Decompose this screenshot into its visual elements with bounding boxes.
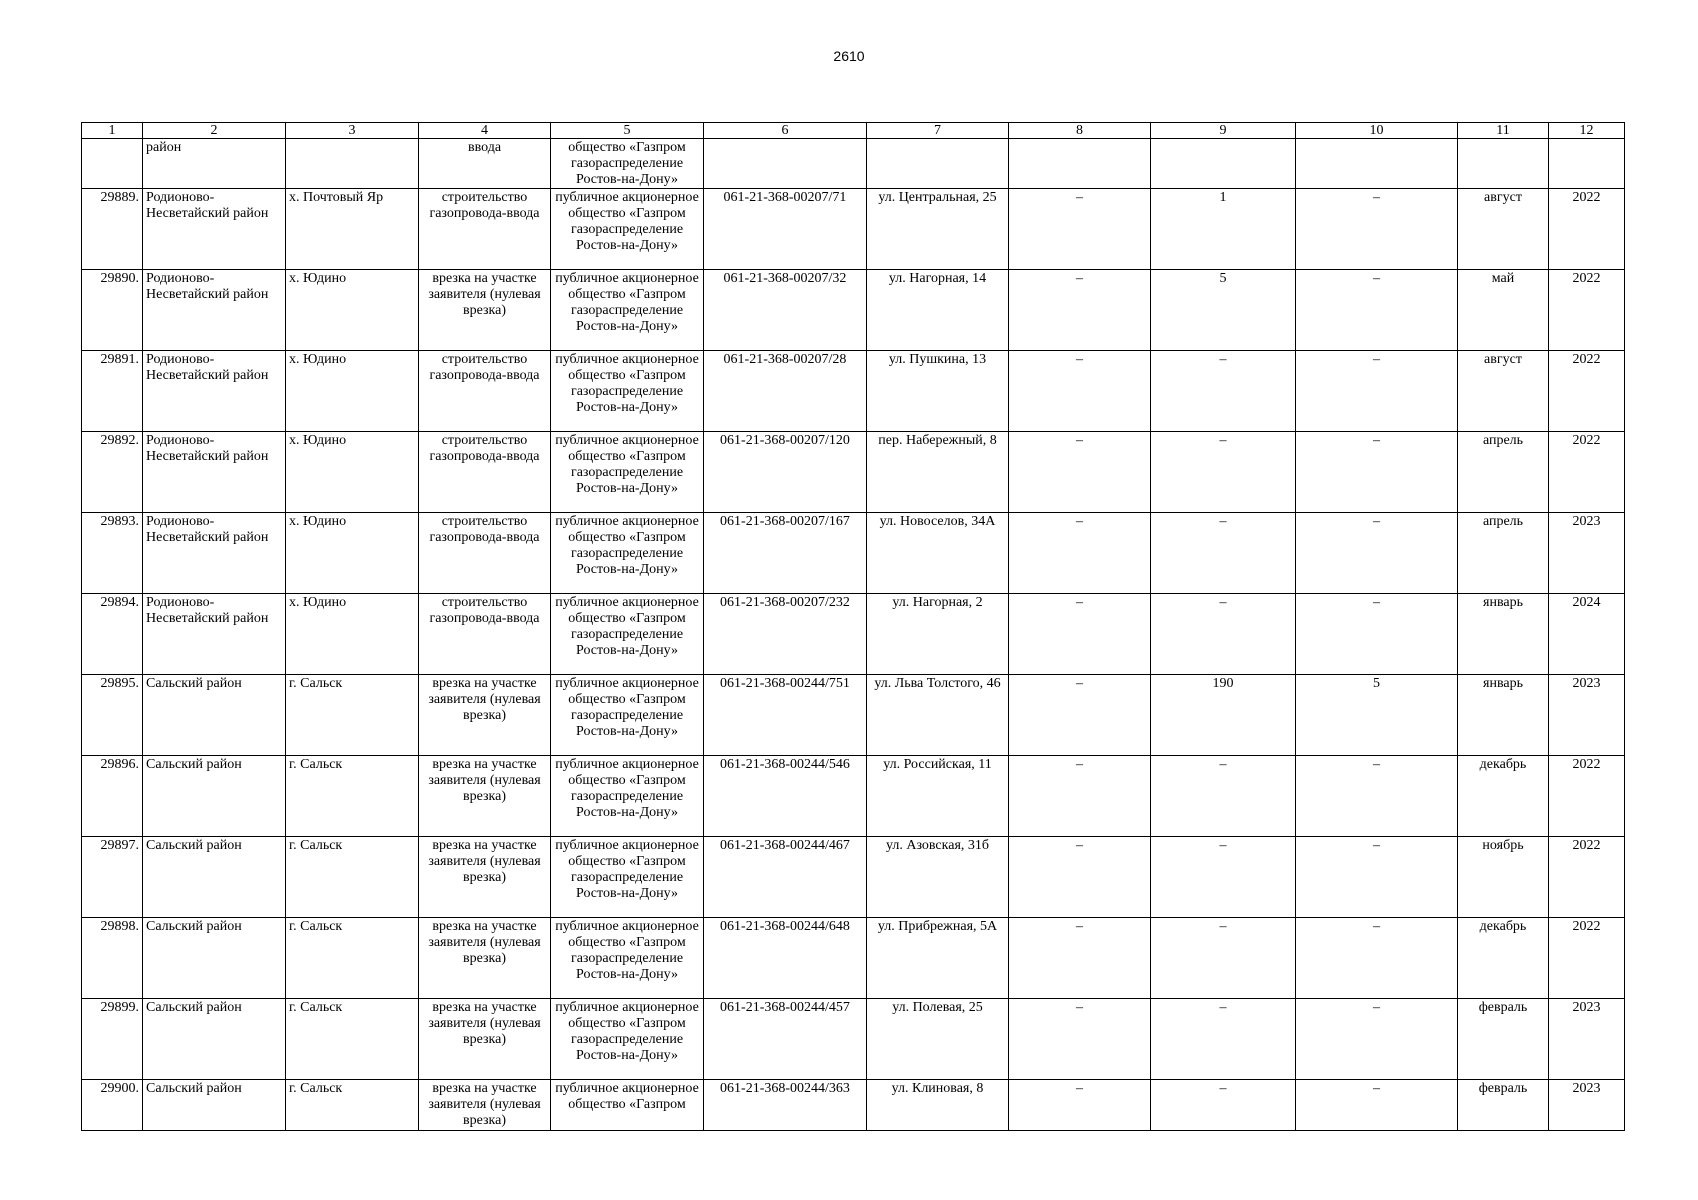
cell-address: ул. Российская, 11: [867, 756, 1009, 837]
cell-number: 29895.: [82, 675, 143, 756]
cell-code: 061-21-368-00244/457: [704, 999, 867, 1080]
cell-organization: публичное акционерное общество «Газпром газораспределение Ростов-на-Дону»: [551, 270, 704, 351]
cell-month: август: [1458, 351, 1549, 432]
cell-col10: –: [1296, 189, 1458, 270]
cell-year: 2023: [1549, 675, 1625, 756]
cell-organization: публичное акционерное общество «Газпром газораспределение Ростов-на-Дону»: [551, 756, 704, 837]
cell-col9: –: [1151, 513, 1296, 594]
cell-organization: публичное акционерное общество «Газпром газораспределение Ростов-на-Дону»: [551, 594, 704, 675]
cell-col8: –: [1009, 918, 1151, 999]
cell-number: 29900.: [82, 1080, 143, 1131]
cell-locality: г. Сальск: [286, 675, 419, 756]
cell-month: январь: [1458, 675, 1549, 756]
cell-number: 29898.: [82, 918, 143, 999]
table-row: [82, 513, 1625, 594]
cell-organization: публичное акционерное общество «Газпром: [551, 1080, 704, 1131]
cell-address: пер. Набережный, 8: [867, 432, 1009, 513]
cell-organization: публичное акционерное общество «Газпром газораспределение Ростов-на-Дону»: [551, 675, 704, 756]
cell-district: Родионово-Несветайский район: [143, 270, 286, 351]
column-number: 6: [704, 123, 867, 139]
table-row: [82, 270, 1625, 351]
cell-code: 061-21-368-00207/120: [704, 432, 867, 513]
cell-col10: –: [1296, 513, 1458, 594]
cell-organization: публичное акционерное общество «Газпром газораспределение Ростов-на-Дону»: [551, 999, 704, 1080]
cell-locality: г. Сальск: [286, 999, 419, 1080]
cell-col9: 1: [1151, 189, 1296, 270]
cell-year: 2022: [1549, 837, 1625, 918]
cell-year: 2022: [1549, 756, 1625, 837]
cell-number: 29892.: [82, 432, 143, 513]
cell-code: 061-21-368-00207/32: [704, 270, 867, 351]
cell-col8: –: [1009, 594, 1151, 675]
cell-month: февраль: [1458, 999, 1549, 1080]
cell-address: ул. Пушкина, 13: [867, 351, 1009, 432]
cell-month: февраль: [1458, 1080, 1549, 1131]
cell-address: ул. Нагорная, 2: [867, 594, 1009, 675]
column-number: 12: [1549, 123, 1625, 139]
column-number: 4: [419, 123, 551, 139]
cell-work-type: строительство газопровода-ввода: [419, 432, 551, 513]
cell-locality: г. Сальск: [286, 1080, 419, 1131]
cell-address: ул. Азовская, 31б: [867, 837, 1009, 918]
cell-locality: г. Сальск: [286, 837, 419, 918]
table-row: [82, 837, 1625, 918]
table-row: [82, 999, 1625, 1080]
cell-year: [1549, 139, 1625, 189]
cell-month: апрель: [1458, 432, 1549, 513]
cell-locality: х. Юдино: [286, 270, 419, 351]
cell-organization: публичное акционерное общество «Газпром газораспределение Ростов-на-Дону»: [551, 351, 704, 432]
cell-work-type: строительство газопровода-ввода: [419, 189, 551, 270]
cell-col10: –: [1296, 1080, 1458, 1131]
cell-code: 061-21-368-00244/546: [704, 756, 867, 837]
cell-district: Родионово-Несветайский район: [143, 432, 286, 513]
cell-month: декабрь: [1458, 918, 1549, 999]
column-number: 3: [286, 123, 419, 139]
cell-district: район: [143, 139, 286, 189]
cell-col9: –: [1151, 918, 1296, 999]
cell-work-type: строительство газопровода-ввода: [419, 594, 551, 675]
cell-code: 061-21-368-00207/232: [704, 594, 867, 675]
cell-number: 29896.: [82, 756, 143, 837]
cell-number: 29897.: [82, 837, 143, 918]
cell-work-type: строительство газопровода-ввода: [419, 513, 551, 594]
cell-work-type: ввода: [419, 139, 551, 189]
column-number-header: [82, 123, 1625, 139]
cell-month: [1458, 139, 1549, 189]
cell-col9: –: [1151, 351, 1296, 432]
cell-col9: –: [1151, 432, 1296, 513]
cell-address: ул. Прибрежная, 5А: [867, 918, 1009, 999]
cell-work-type: врезка на участке заявителя (нулевая врезка): [419, 837, 551, 918]
table-row: [82, 351, 1625, 432]
cell-year: 2022: [1549, 351, 1625, 432]
table-row: [82, 594, 1625, 675]
cell-code: 061-21-368-00207/28: [704, 351, 867, 432]
cell-work-type: врезка на участке заявителя (нулевая врезка): [419, 756, 551, 837]
cell-number: 29899.: [82, 999, 143, 1080]
cell-work-type: врезка на участке заявителя (нулевая врезка): [419, 270, 551, 351]
cell-col8: –: [1009, 999, 1151, 1080]
page-number: 2610: [833, 48, 865, 64]
cell-district: Сальский район: [143, 756, 286, 837]
cell-year: 2022: [1549, 270, 1625, 351]
cell-year: 2023: [1549, 1080, 1625, 1131]
cell-organization: публичное акционерное общество «Газпром газораспределение Ростов-на-Дону»: [551, 837, 704, 918]
cell-number: 29890.: [82, 270, 143, 351]
cell-col8: –: [1009, 432, 1151, 513]
cell-col8: –: [1009, 675, 1151, 756]
cell-col8: –: [1009, 1080, 1151, 1131]
cell-col10: [1296, 139, 1458, 189]
cell-year: 2023: [1549, 999, 1625, 1080]
column-number: 11: [1458, 123, 1549, 139]
cell-col10: –: [1296, 594, 1458, 675]
cell-district: Сальский район: [143, 1080, 286, 1131]
cell-organization: публичное акционерное общество «Газпром газораспределение Ростов-на-Дону»: [551, 432, 704, 513]
cell-year: 2024: [1549, 594, 1625, 675]
cell-col8: [1009, 139, 1151, 189]
table-row: [82, 189, 1625, 270]
table-row: [82, 756, 1625, 837]
cell-number: 29894.: [82, 594, 143, 675]
cell-locality: х. Почтовый Яр: [286, 189, 419, 270]
cell-address: ул. Нагорная, 14: [867, 270, 1009, 351]
cell-address: [867, 139, 1009, 189]
cell-district: Родионово-Несветайский район: [143, 351, 286, 432]
cell-work-type: врезка на участке заявителя (нулевая врезка): [419, 675, 551, 756]
cell-year: 2022: [1549, 918, 1625, 999]
cell-month: январь: [1458, 594, 1549, 675]
cell-code: 061-21-368-00244/363: [704, 1080, 867, 1131]
cell-code: 061-21-368-00207/71: [704, 189, 867, 270]
cell-organization: публичное акционерное общество «Газпром газораспределение Ростов-на-Дону»: [551, 918, 704, 999]
cell-col8: –: [1009, 756, 1151, 837]
cell-col8: –: [1009, 189, 1151, 270]
cell-col10: –: [1296, 918, 1458, 999]
column-number: 1: [82, 123, 143, 139]
cell-number: 29891.: [82, 351, 143, 432]
cell-month: апрель: [1458, 513, 1549, 594]
cell-code: 061-21-368-00207/167: [704, 513, 867, 594]
cell-organization: публичное акционерное общество «Газпром газораспределение Ростов-на-Дону»: [551, 189, 704, 270]
register-table: [81, 122, 1625, 1131]
cell-month: август: [1458, 189, 1549, 270]
column-number: 9: [1151, 123, 1296, 139]
cell-col9: –: [1151, 594, 1296, 675]
cell-col8: –: [1009, 837, 1151, 918]
cell-district: Родионово-Несветайский район: [143, 513, 286, 594]
cell-col9: –: [1151, 756, 1296, 837]
cell-number: [82, 139, 143, 189]
cell-work-type: врезка на участке заявителя (нулевая врезка): [419, 999, 551, 1080]
cell-address: ул. Центральная, 25: [867, 189, 1009, 270]
cell-col10: –: [1296, 837, 1458, 918]
cell-col9: –: [1151, 837, 1296, 918]
column-number: 10: [1296, 123, 1458, 139]
cell-work-type: строительство газопровода-ввода: [419, 351, 551, 432]
cell-col9: –: [1151, 1080, 1296, 1131]
cell-col8: –: [1009, 513, 1151, 594]
cell-organization: общество «Газпром газораспределение Ростов-на-Дону»: [551, 139, 704, 189]
cell-col8: –: [1009, 351, 1151, 432]
table-row: [82, 432, 1625, 513]
cell-col9: –: [1151, 999, 1296, 1080]
cell-district: Родионово-Несветайский район: [143, 189, 286, 270]
table-row: [82, 918, 1625, 999]
cell-district: Сальский район: [143, 999, 286, 1080]
cell-locality: г. Сальск: [286, 918, 419, 999]
cell-col10: –: [1296, 756, 1458, 837]
cell-code: 061-21-368-00244/467: [704, 837, 867, 918]
column-number: 2: [143, 123, 286, 139]
cell-code: [704, 139, 867, 189]
cell-col10: –: [1296, 351, 1458, 432]
cell-col8: –: [1009, 270, 1151, 351]
cell-col9: 5: [1151, 270, 1296, 351]
cell-locality: х. Юдино: [286, 432, 419, 513]
cell-number: 29893.: [82, 513, 143, 594]
column-number: 7: [867, 123, 1009, 139]
cell-col10: –: [1296, 999, 1458, 1080]
cell-address: ул. Льва Толстого, 46: [867, 675, 1009, 756]
cell-locality: х. Юдино: [286, 513, 419, 594]
cell-district: Родионово-Несветайский район: [143, 594, 286, 675]
cell-locality: х. Юдино: [286, 351, 419, 432]
cell-district: Сальский район: [143, 675, 286, 756]
cell-locality: г. Сальск: [286, 756, 419, 837]
cell-organization: публичное акционерное общество «Газпром газораспределение Ростов-на-Дону»: [551, 513, 704, 594]
cell-locality: [286, 139, 419, 189]
cell-year: 2022: [1549, 432, 1625, 513]
table-row: [82, 675, 1625, 756]
table-row: [82, 1080, 1625, 1131]
cell-col10: –: [1296, 270, 1458, 351]
cell-district: Сальский район: [143, 918, 286, 999]
cell-col10: 5: [1296, 675, 1458, 756]
cell-year: 2022: [1549, 189, 1625, 270]
cell-address: ул. Полевая, 25: [867, 999, 1009, 1080]
cell-address: ул. Клиновая, 8: [867, 1080, 1009, 1131]
column-number: 8: [1009, 123, 1151, 139]
cell-work-type: врезка на участке заявителя (нулевая врезка): [419, 1080, 551, 1131]
cell-address: ул. Новоселов, 34А: [867, 513, 1009, 594]
cell-col9: [1151, 139, 1296, 189]
cell-code: 061-21-368-00244/751: [704, 675, 867, 756]
cell-col9: 190: [1151, 675, 1296, 756]
cell-year: 2023: [1549, 513, 1625, 594]
continuation-row: [82, 139, 1625, 189]
cell-code: 061-21-368-00244/648: [704, 918, 867, 999]
cell-month: май: [1458, 270, 1549, 351]
cell-number: 29889.: [82, 189, 143, 270]
cell-locality: х. Юдино: [286, 594, 419, 675]
cell-month: декабрь: [1458, 756, 1549, 837]
cell-col10: –: [1296, 432, 1458, 513]
column-number: 5: [551, 123, 704, 139]
cell-month: ноябрь: [1458, 837, 1549, 918]
cell-district: Сальский район: [143, 837, 286, 918]
cell-work-type: врезка на участке заявителя (нулевая врезка): [419, 918, 551, 999]
